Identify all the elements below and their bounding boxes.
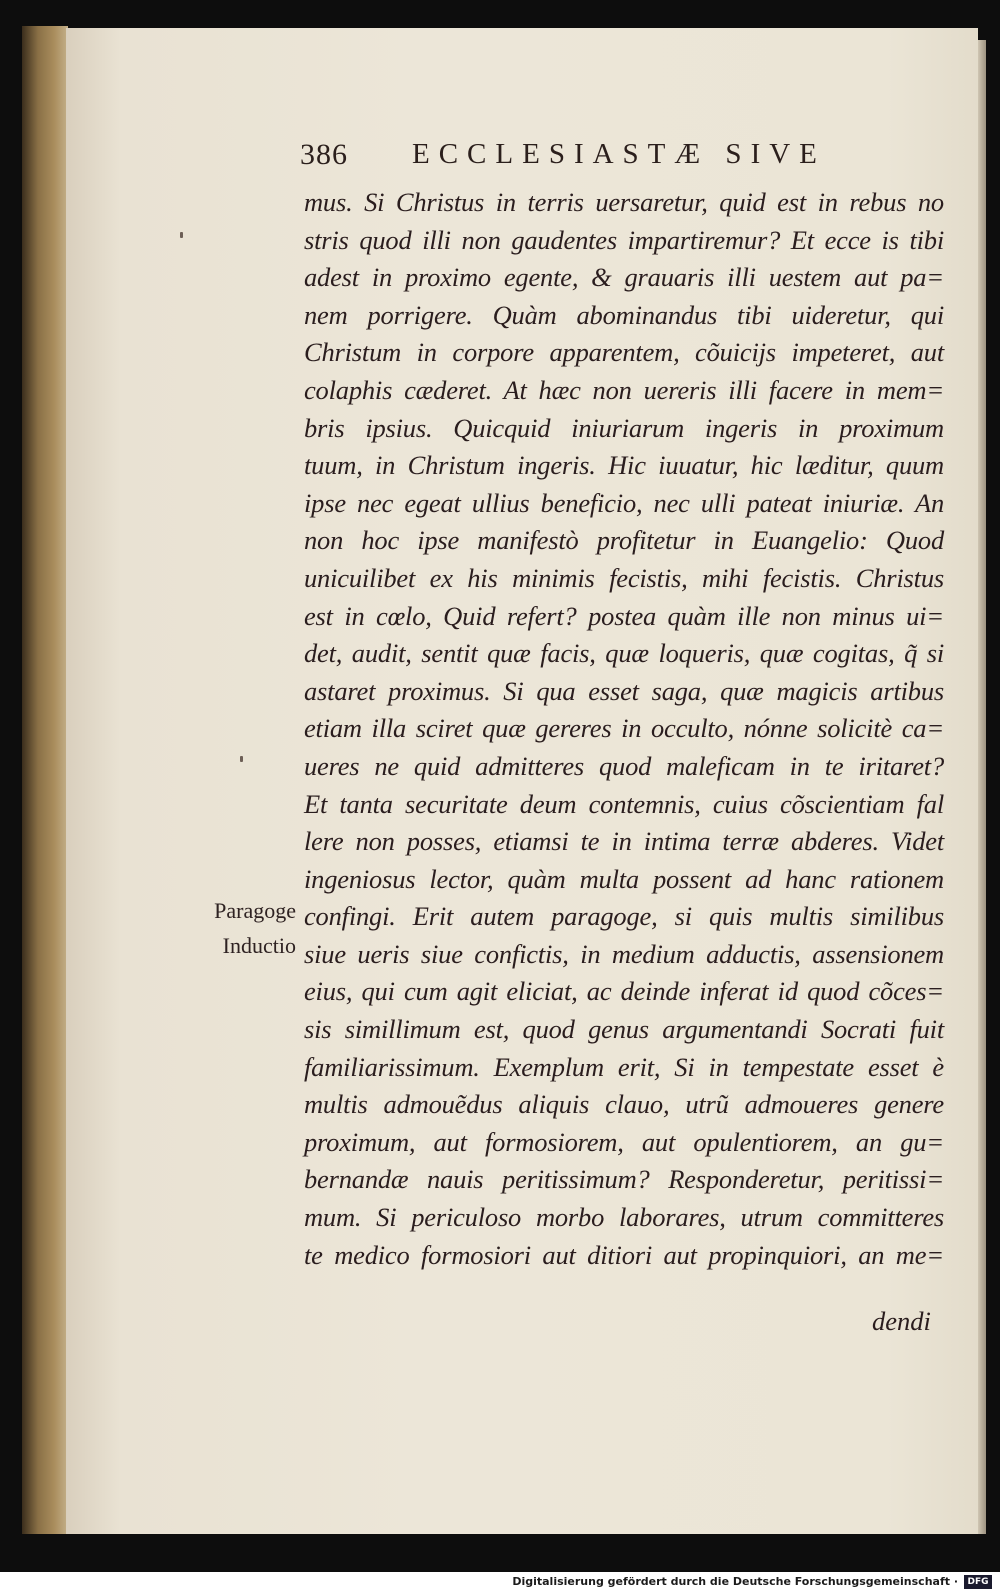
text-line: multis admouẽdus aliquis clauo, utrũ admoueres genere <box>304 1089 944 1120</box>
text-line: proximum, aut formosiorem, aut opulentiorem, an gu= <box>304 1126 944 1157</box>
text-line: mus. Si Christus in terris uersaretur, quid est in rebus no <box>304 187 944 217</box>
text-line: ipse nec egeat ullius beneficio, nec ulli pateat iniuriæ. An <box>304 487 944 518</box>
text-line: ingeniosus lector, quàm multa possent ad hanc rationem <box>304 863 944 894</box>
text-line: Et tanta securitate deum contemnis, cuius cõscientiam fal <box>304 788 944 819</box>
text-line: astaret proximus. Si qua esset saga, quæ magicis artibus <box>304 675 944 706</box>
body-text <box>304 184 944 1274</box>
marginal-note-paragoge: Paragoge <box>214 898 296 923</box>
ink-speck <box>240 756 243 762</box>
text-line: etiam illa sciret quæ gereres in occulto, nónne solicitè ca= <box>304 713 944 744</box>
catchword: dendi <box>872 1306 931 1336</box>
text-line: te medico formosiori aut ditiori aut propinquiori, an me= <box>304 1239 944 1270</box>
running-head <box>300 138 920 178</box>
digitization-footer <box>0 1572 1000 1593</box>
text-line: unicuilibet ex his minimis fecistis, mihi fecistis. Christus <box>304 562 944 593</box>
page-number: 386 <box>300 138 348 171</box>
text-line: est in cœlo, Quid refert? postea quàm ille non minus ui= <box>304 600 944 631</box>
text-line: siue ueris siue confictis, in medium adductis, assensionem <box>304 938 944 969</box>
text-line: familiarissimum. Exemplum erit, Si in tempestate esset è <box>304 1051 944 1082</box>
text-line: eius, qui cum agit eliciat, ac deinde inferat id quod cõces= <box>304 976 944 1007</box>
text-line: Christum in corpore apparentem, cõuicijs impeteret, aut <box>304 337 944 368</box>
text-line: colaphis cæderet. At hæc non uereris illi facere in mem= <box>304 374 944 405</box>
ink-speck <box>180 232 183 238</box>
dfg-logo: DFG <box>964 1575 992 1589</box>
text-line: lere non posses, etiamsi te in intima terræ abderes. Videt <box>304 826 944 857</box>
text-line: stris quod illi non gaudentes impartiremur? Et ecce is tibi <box>304 224 944 255</box>
text-line: mum. Si periculoso morbo laborares, utrum committeres <box>304 1202 944 1233</box>
text-line: bris ipsius. Quicquid iniuriarum ingeris in proximum <box>304 412 944 443</box>
text-line: non hoc ipse manifestò profitetur in Euangelio: Quod <box>304 525 944 556</box>
text-line: det, audit, sentit quæ facis, quæ loqueris, quæ cogitas, q̃ si <box>304 638 944 669</box>
text-line: sis simillimum est, quod genus argumentandi Socrati fuit <box>304 1014 944 1045</box>
text-line: confingi. Erit autem paragoge, si quis multis similibus <box>304 901 944 932</box>
text-line: nem porrigere. Quàm abominandus tibi uideretur, qui <box>304 299 944 330</box>
footer-credit: Digitalisierung gefördert durch die Deutsche Forschungsgemeinschaft · <box>512 1575 958 1588</box>
page-edge <box>978 40 986 1534</box>
text-line: ueres ne quid admitteres quod maleficam in te iritaret? <box>304 750 944 781</box>
text-line: tuum, in Christum ingeris. Hic iuuatur, hic læditur, quum <box>304 450 944 481</box>
book-spine <box>22 26 68 1534</box>
running-title: ECCLESIASTÆ SIVE <box>412 138 826 170</box>
text-line: adest in proximo egente, & grauaris illi uestem aut pa= <box>304 262 944 293</box>
marginal-note-inductio: Inductio <box>222 933 296 958</box>
text-line: bernandæ nauis peritissimum? Responderetur, peritissi= <box>304 1164 944 1195</box>
